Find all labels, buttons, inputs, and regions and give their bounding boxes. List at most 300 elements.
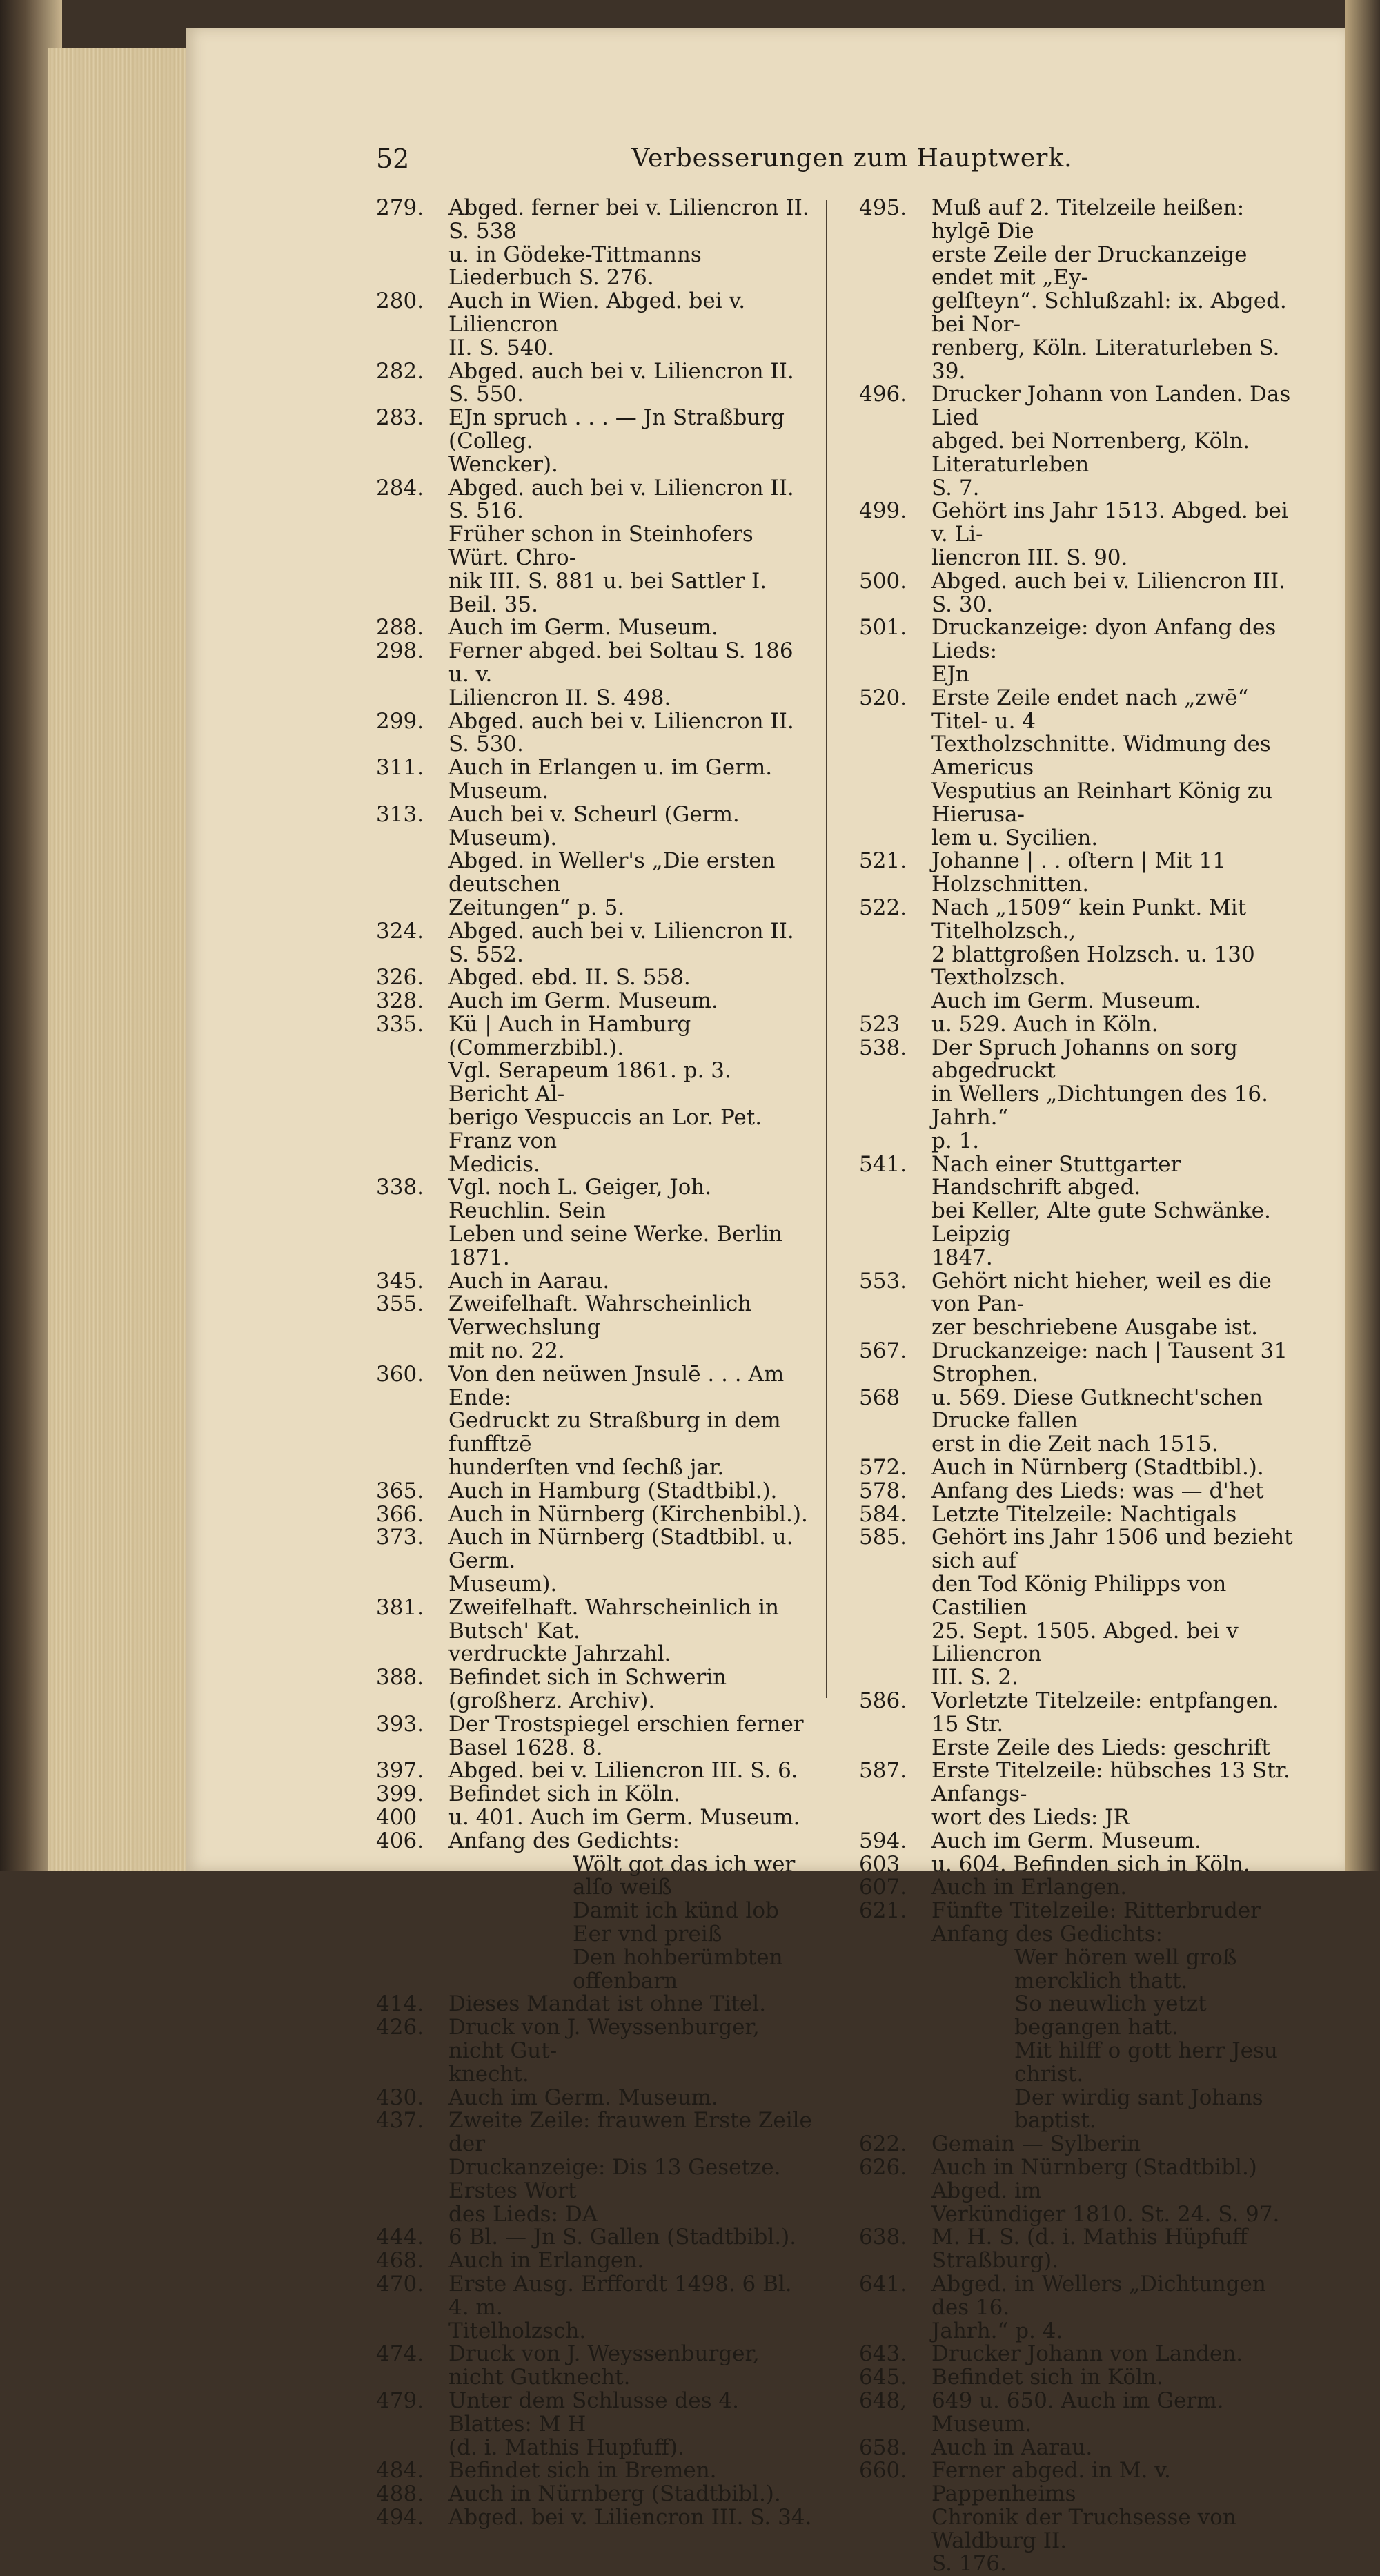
entry-number bbox=[859, 1247, 931, 1270]
entry-number bbox=[859, 2320, 931, 2343]
correction-line bbox=[376, 1456, 818, 1480]
entry-number: 495. bbox=[859, 195, 907, 220]
entry-text: Auch in Erlangen. bbox=[931, 1875, 1127, 1900]
entry-number: 645. bbox=[859, 2365, 907, 2390]
entry-number: 499. bbox=[859, 498, 907, 524]
right-column bbox=[859, 197, 1301, 2576]
correction-line bbox=[859, 2459, 1301, 2506]
correction-line bbox=[376, 337, 818, 360]
column-divider bbox=[826, 200, 827, 1698]
correction-line bbox=[859, 1666, 1301, 1690]
correction-line bbox=[376, 1946, 818, 1993]
correction-line bbox=[859, 1923, 1301, 1946]
entry-text: Wer hören well groß mercklich thatt. bbox=[1014, 1944, 1237, 1993]
correction-line bbox=[859, 1620, 1301, 1667]
correction-line bbox=[376, 1060, 818, 1106]
correction-line bbox=[376, 1526, 818, 1573]
entry-number: 638. bbox=[859, 2225, 907, 2250]
entry-text: erste Zeile der Druckanzeige endet mit „Ey- bbox=[931, 242, 1248, 291]
correction-line bbox=[376, 2343, 818, 2390]
entry-text: Unter dem Schlusse des 4. Blattes: M H bbox=[448, 2388, 739, 2437]
entry-number bbox=[376, 687, 448, 710]
entry-text: Liliencron II. S. 498. bbox=[448, 685, 671, 710]
entry-number: 578. bbox=[859, 1478, 907, 1503]
entry-text: Ferner abged. bei Soltau S. 186 u. v. bbox=[448, 638, 793, 687]
correction-line bbox=[376, 2483, 818, 2506]
entry-number bbox=[376, 570, 448, 617]
entry-number: 373. bbox=[376, 1525, 424, 1550]
entry-number: 553. bbox=[859, 1268, 907, 1294]
correction-line bbox=[376, 1293, 818, 1340]
entry-text: (d. i. Mathis Hupfuff). bbox=[448, 2434, 684, 2460]
entry-number bbox=[859, 1200, 931, 1247]
correction-line bbox=[376, 2226, 818, 2250]
entry-number bbox=[859, 2553, 931, 2576]
entry-text: Jahrh.“ p. 4. bbox=[931, 2318, 1063, 2343]
page-number: 52 bbox=[376, 144, 410, 174]
correction-line bbox=[376, 1153, 818, 1177]
correction-line bbox=[376, 2390, 818, 2437]
entry-number bbox=[859, 337, 931, 384]
entry-text: bei Keller, Alte gute Schwänke. Leipzig bbox=[931, 1198, 1271, 1247]
correction-line bbox=[859, 1037, 1301, 1084]
correction-line bbox=[859, 1270, 1301, 1317]
entry-number: 523 bbox=[859, 1011, 900, 1037]
correction-line bbox=[859, 2553, 1301, 2576]
correction-line bbox=[376, 850, 818, 897]
entry-number: 381. bbox=[376, 1594, 424, 1620]
entry-text: Titelholzsch. bbox=[448, 2318, 586, 2343]
entry-number: 500. bbox=[859, 568, 907, 594]
correction-line bbox=[859, 1690, 1301, 1737]
entry-text: Der wirdig sant Johans baptist. bbox=[1014, 2085, 1263, 2134]
entry-text: Abged. bei v. Liliencron III. S. 34. bbox=[448, 2504, 812, 2530]
entry-text: Chronik der Truchsesse von Waldburg II. bbox=[931, 2504, 1236, 2553]
correction-line bbox=[376, 920, 818, 967]
correction-line bbox=[376, 2506, 818, 2530]
entry-text: Auch in Aarau. bbox=[448, 1268, 610, 1294]
entry-number: 567. bbox=[859, 1338, 907, 1364]
correction-line bbox=[376, 2087, 818, 2110]
entry-number: 643. bbox=[859, 2341, 907, 2367]
entry-number bbox=[376, 2156, 448, 2203]
entry-text: Abged. in Weller's „Die ersten deutschen bbox=[448, 848, 776, 897]
entry-text: So neuwlich yetzt begangen hatt. bbox=[1014, 1991, 1207, 2040]
entry-number bbox=[859, 1737, 931, 1760]
entry-text: Auch in Nürnberg (Stadtbibl.). bbox=[448, 2481, 781, 2507]
entry-text: berigo Vespuccis an Lor. Pet. Franz von bbox=[448, 1105, 762, 1153]
entry-number bbox=[376, 244, 448, 291]
entry-text: den Tod König Philipps von Castilien bbox=[931, 1572, 1227, 1620]
correction-line bbox=[376, 1830, 818, 1853]
entry-text: II. S. 540. bbox=[448, 335, 555, 360]
entry-text: mit no. 22. bbox=[448, 1338, 565, 1364]
correction-line bbox=[376, 1666, 818, 1713]
entry-text: in Wellers „Dichtungen des 16. Jahrh.“ bbox=[931, 1082, 1268, 1131]
entry-text: Abged. auch bei v. Liliencron II. S. 552. bbox=[448, 918, 794, 967]
entry-text: Auch in Nürnberg (Kirchenbibl.). bbox=[448, 1501, 808, 1527]
entry-number: 388. bbox=[376, 1665, 424, 1690]
entry-number bbox=[859, 430, 931, 477]
entry-text: liencron III. S. 90. bbox=[931, 545, 1128, 570]
correction-line bbox=[859, 290, 1301, 337]
entry-number bbox=[859, 477, 931, 500]
correction-line bbox=[376, 1176, 818, 1223]
correction-line bbox=[859, 430, 1301, 477]
entry-text: Auch in Wien. Abged. bei v. Liliencron bbox=[448, 289, 746, 337]
entry-text: 2 blattgroßen Holzsch. u. 130 Textholzsch. bbox=[931, 941, 1255, 991]
entry-text: Gehört ins Jahr 1513. Abged. bei v. Li- bbox=[931, 498, 1288, 547]
entry-text: Zweifelhaft. Wahrscheinlich Verwechslung bbox=[448, 1291, 752, 1340]
correction-line bbox=[376, 1993, 818, 2016]
entry-number: 484. bbox=[376, 2458, 424, 2484]
entry-text: Anfang des Gedichts: bbox=[448, 1828, 680, 1853]
entry-text: Letzte Titelzeile: Nachtigals bbox=[931, 1501, 1237, 1527]
entry-number bbox=[859, 663, 931, 687]
correction-line bbox=[859, 1946, 1301, 1993]
entry-text: Drucker Johann von Landen. Das Lied bbox=[931, 382, 1291, 431]
entry-text: Medicis. bbox=[448, 1151, 540, 1177]
entry-number bbox=[859, 827, 931, 850]
entry-number: 584. bbox=[859, 1501, 907, 1527]
entry-number: 520. bbox=[859, 685, 907, 710]
correction-line bbox=[859, 1083, 1301, 1130]
entry-number bbox=[859, 1806, 931, 1830]
correction-line bbox=[859, 2087, 1301, 2134]
correction-line bbox=[376, 1106, 818, 1153]
entry-number: 328. bbox=[376, 988, 424, 1014]
entry-text: Auch bei v. Scheurl (Germ. Museum). bbox=[448, 801, 740, 850]
entry-text: des Lieds: DA bbox=[448, 2201, 598, 2227]
correction-line bbox=[376, 2016, 818, 2063]
correction-line bbox=[859, 500, 1301, 547]
correction-line bbox=[376, 2156, 818, 2203]
entry-text: Abged. ferner bei v. Liliencron II. S. 538 bbox=[448, 195, 809, 244]
entry-number bbox=[859, 2203, 931, 2227]
entry-text: wort des Lieds: JR bbox=[931, 1804, 1130, 1830]
correction-line bbox=[376, 803, 818, 850]
entry-number: 474. bbox=[376, 2341, 424, 2367]
correction-line bbox=[376, 1503, 818, 1527]
correction-line bbox=[859, 2506, 1301, 2553]
entry-text: p. 1. bbox=[931, 1128, 980, 1153]
entry-number: 324. bbox=[376, 918, 424, 944]
entry-number: 470. bbox=[376, 2271, 424, 2296]
correction-line bbox=[376, 2459, 818, 2483]
entry-number bbox=[376, 2063, 448, 2087]
entry-number: 658. bbox=[859, 2434, 907, 2460]
entry-text: Ferner abged. in M. v. Pappenheims bbox=[931, 2458, 1171, 2507]
correction-line bbox=[859, 570, 1301, 617]
correction-line bbox=[859, 1737, 1301, 1760]
entry-number bbox=[859, 780, 931, 827]
correction-line bbox=[859, 2273, 1301, 2320]
correction-line bbox=[376, 966, 818, 990]
correction-line bbox=[376, 1270, 818, 1294]
correction-line bbox=[859, 547, 1301, 570]
entry-number bbox=[376, 523, 448, 570]
entry-number: 444. bbox=[376, 2225, 424, 2250]
entry-number bbox=[859, 1433, 931, 1456]
entry-text: Druckanzeige: nach | Tausent 31 Strophen. bbox=[931, 1338, 1288, 1387]
entry-text: Den hohberümbten offenbarn bbox=[573, 1944, 783, 1993]
correction-line bbox=[859, 2343, 1301, 2366]
entry-number: 326. bbox=[376, 965, 424, 991]
entry-text: Auch im Germ. Museum. bbox=[448, 2085, 718, 2110]
entry-number: 426. bbox=[376, 2015, 424, 2040]
correction-line bbox=[376, 1594, 818, 1643]
entry-number: 626. bbox=[859, 2154, 907, 2180]
entry-text: nik III. S. 881 u. bei Sattler I. Beil. 35. bbox=[448, 568, 767, 617]
entry-number bbox=[376, 453, 448, 477]
entry-text: Abged. ebd. II. S. 558. bbox=[448, 965, 691, 991]
entry-text: lem u. Sycilien. bbox=[931, 825, 1098, 850]
entry-text: Abged. auch bei v. Liliencron II. S. 516. bbox=[448, 475, 794, 524]
entry-text: 1847. bbox=[931, 1245, 993, 1270]
entry-text: Befindet sich in Köln. bbox=[931, 2365, 1163, 2390]
entry-number: 397. bbox=[376, 1758, 424, 1784]
correction-line bbox=[376, 1900, 818, 1946]
entry-number: 355. bbox=[376, 1291, 424, 1317]
correction-line bbox=[859, 990, 1301, 1013]
entry-number: 522. bbox=[859, 895, 907, 920]
entry-number bbox=[859, 1083, 931, 1130]
correction-line bbox=[859, 1526, 1301, 1573]
entry-text: Auch im Germ. Museum. bbox=[931, 988, 1201, 1014]
entry-text: Abged. auch bei v. Liliencron II. S. 530. bbox=[448, 708, 794, 757]
running-title: Verbesserungen zum Hauptwerk. bbox=[631, 144, 1073, 173]
entry-text: Gedruckt zu Straßburg in dem funfftzē bbox=[448, 1408, 781, 1457]
entry-text: Früher schon in Steinhofers Würt. Chro- bbox=[448, 522, 753, 570]
correction-line bbox=[376, 2063, 818, 2087]
entry-number: 641. bbox=[859, 2271, 907, 2296]
entry-number: 399. bbox=[376, 1782, 424, 1807]
entry-text: Vesputius an Reinhart König zu Hierusa- bbox=[931, 778, 1273, 827]
entry-number bbox=[376, 1340, 448, 1363]
entry-number: 622. bbox=[859, 2131, 907, 2157]
entry-number: 468. bbox=[376, 2248, 424, 2274]
entry-number bbox=[376, 1409, 448, 1456]
correction-line bbox=[859, 2156, 1301, 2203]
entry-number bbox=[859, 1130, 931, 1153]
correction-line bbox=[859, 383, 1301, 430]
entry-text: u. in Gödeke-Tittmanns Liederbuch S. 276. bbox=[448, 242, 702, 291]
correction-line bbox=[859, 1013, 1301, 1037]
correction-line bbox=[376, 1759, 818, 1783]
entry-text: Auch in Nürnberg (Stadtbibl. u. Germ. bbox=[448, 1525, 793, 1574]
correction-line bbox=[859, 1456, 1301, 1480]
correction-line bbox=[859, 2320, 1301, 2343]
entry-number: 501. bbox=[859, 615, 907, 641]
entry-number: 541. bbox=[859, 1151, 907, 1177]
correction-line bbox=[859, 1247, 1301, 1270]
entry-text: Gehört ins Jahr 1506 und bezieht sich auf bbox=[931, 1525, 1293, 1574]
entry-number: 594. bbox=[859, 1828, 907, 1853]
entry-text: Drucker Johann von Landen. bbox=[931, 2341, 1243, 2367]
correction-line bbox=[859, 687, 1301, 734]
entry-text: 649 u. 650. Auch im Germ. Museum. bbox=[931, 2388, 1224, 2437]
entry-number: 496. bbox=[859, 382, 907, 407]
correction-line bbox=[376, 1013, 818, 1060]
entry-number bbox=[859, 1993, 931, 2040]
entry-number: 494. bbox=[376, 2504, 424, 2530]
entry-text: Auch in Aarau. bbox=[931, 2434, 1093, 2460]
entry-number bbox=[859, 1573, 931, 1620]
entry-number bbox=[376, 1573, 448, 1597]
entry-number bbox=[859, 547, 931, 570]
correction-line bbox=[859, 2133, 1301, 2156]
entry-text: Dieses Mandat ist ohne Titel. bbox=[448, 1991, 767, 2017]
page-block-edge bbox=[48, 48, 207, 1871]
correction-line bbox=[859, 733, 1301, 780]
entry-text: Auch im Germ. Museum. bbox=[931, 1828, 1201, 1853]
correction-line bbox=[376, 407, 818, 453]
entry-text: Von den neüwen Jnsulē . . . Am Ende: bbox=[448, 1361, 785, 1410]
entry-text: Zweite Zeile: frauwen Erste Zeile der bbox=[448, 2108, 812, 2157]
entry-number: 538. bbox=[859, 1035, 907, 1060]
entry-number bbox=[859, 944, 931, 991]
entry-number: 568 bbox=[859, 1385, 900, 1410]
entry-number bbox=[859, 290, 931, 337]
entry-text: Auch in Nürnberg (Stadtbibl.) Abged. im bbox=[931, 2154, 1257, 2203]
entry-text: Befindet sich in Köln. bbox=[448, 1782, 680, 1807]
entry-text: Anfang des Lieds: was — d'het bbox=[931, 1478, 1264, 1503]
entry-text: Befindet sich in Bremen. bbox=[448, 2458, 717, 2484]
entry-number bbox=[376, 2320, 448, 2343]
entry-number bbox=[376, 2203, 448, 2227]
correction-line bbox=[859, 1153, 1301, 1200]
correction-line bbox=[859, 941, 1301, 991]
correction-line bbox=[859, 616, 1301, 663]
entry-text: III. S. 2. bbox=[931, 1665, 1018, 1690]
correction-line bbox=[376, 1480, 818, 1503]
entry-text: Druckanzeige: Dis 13 Gesetze. Erstes Wort bbox=[448, 2154, 781, 2203]
correction-line bbox=[859, 1433, 1301, 1456]
entry-number: 288. bbox=[376, 615, 424, 641]
entry-number bbox=[376, 337, 448, 360]
correction-line bbox=[859, 2390, 1301, 2437]
entry-number bbox=[859, 990, 931, 1013]
entry-number: 488. bbox=[376, 2481, 424, 2507]
entry-text: u. 401. Auch im Germ. Museum. bbox=[448, 1804, 800, 1830]
entry-number: 335. bbox=[376, 1011, 424, 1037]
correction-line bbox=[859, 663, 1301, 687]
correction-line bbox=[376, 687, 818, 710]
entry-text: Auch im Germ. Museum. bbox=[448, 615, 718, 641]
entry-text: Muß auf 2. Titelzeile heißen: hylgē Die bbox=[931, 195, 1245, 244]
entry-number: 298. bbox=[376, 638, 424, 664]
correction-line bbox=[859, 827, 1301, 850]
correction-line bbox=[859, 477, 1301, 500]
entry-number bbox=[859, 2087, 931, 2134]
entry-text: Anfang des Gedichts: bbox=[931, 1921, 1163, 1946]
entry-text: Vgl. Serapeum 1861. p. 3. Bericht Al- bbox=[448, 1058, 731, 1107]
entry-text: Auch in Nürnberg (Stadtbibl.). bbox=[931, 1455, 1264, 1481]
entry-text: Leben und seine Werke. Berlin 1871. bbox=[448, 1222, 782, 1270]
entry-text: 6 Bl. — Jn S. Gallen (Stadtbibl.). bbox=[448, 2225, 797, 2250]
entry-number: 414. bbox=[376, 1991, 424, 2017]
entry-text: Auch in Erlangen. bbox=[448, 2248, 644, 2274]
entry-text: EJn bbox=[931, 661, 970, 687]
correction-line bbox=[859, 1759, 1301, 1806]
entry-number: 338. bbox=[376, 1175, 424, 1200]
entry-text: u. 569. Diese Gutknecht'schen Drucke fallen bbox=[931, 1385, 1263, 1434]
correction-line bbox=[859, 1993, 1301, 2040]
entry-number: 585. bbox=[859, 1525, 907, 1550]
correction-line bbox=[376, 710, 818, 757]
correction-line bbox=[859, 1316, 1301, 1340]
entry-text: Mit hilff o gott herr Jesu christ. bbox=[1014, 2038, 1278, 2087]
entry-number: 430. bbox=[376, 2085, 424, 2110]
entry-text: knecht. bbox=[448, 2061, 529, 2087]
correction-line bbox=[376, 453, 818, 477]
correction-line bbox=[859, 1200, 1301, 1247]
entry-number bbox=[376, 1223, 448, 1270]
correction-line bbox=[376, 197, 818, 244]
entry-number bbox=[376, 1900, 448, 1946]
entry-text: Abged. in Wellers „Dichtungen des 16. bbox=[931, 2271, 1266, 2320]
entry-text: abged. bei Norrenberg, Köln. Literaturleben bbox=[931, 428, 1250, 477]
entry-text: Gehört nicht hieher, weil es die von Pan- bbox=[931, 1268, 1272, 1317]
entry-text: Druck von J. Weyssenburger, nicht Gutknecht. bbox=[448, 2341, 760, 2390]
entry-text: Verkündiger 1810. St. 24. S. 97. bbox=[931, 2201, 1280, 2227]
correction-line bbox=[859, 1900, 1301, 1923]
entry-number bbox=[376, 1060, 448, 1106]
entry-number: 621. bbox=[859, 1898, 907, 1924]
correction-line bbox=[376, 1853, 818, 1900]
correction-line bbox=[859, 337, 1301, 384]
entry-number: 400 bbox=[376, 1804, 417, 1830]
entry-number bbox=[376, 1946, 448, 1993]
entry-number: 283. bbox=[376, 405, 424, 431]
entry-number bbox=[859, 1620, 931, 1667]
correction-line bbox=[376, 1409, 818, 1456]
entry-text: Vgl. noch L. Geiger, Joh. Reuchlin. Sein bbox=[448, 1175, 712, 1224]
entry-number bbox=[859, 733, 931, 780]
entry-text: Zeitungen“ p. 5. bbox=[448, 895, 625, 920]
entry-number bbox=[859, 2506, 931, 2553]
entry-number bbox=[376, 2437, 448, 2460]
entry-number bbox=[859, 1946, 931, 1993]
entry-number: 345. bbox=[376, 1268, 424, 1294]
correction-line bbox=[376, 1713, 818, 1760]
entry-text: Vorletzte Titelzeile: entpfangen. 15 Str. bbox=[931, 1688, 1279, 1737]
correction-line bbox=[376, 1806, 818, 1830]
entry-text: hunderſten vnd ſechß jar. bbox=[448, 1455, 724, 1481]
correction-line bbox=[859, 1573, 1301, 1620]
correction-line bbox=[376, 244, 818, 291]
correction-line bbox=[859, 2040, 1301, 2087]
correction-line bbox=[859, 1830, 1301, 1853]
page-header bbox=[376, 138, 1328, 179]
entry-number: 311. bbox=[376, 755, 424, 781]
entry-text: Textholzschnitte. Widmung des Americus bbox=[931, 732, 1271, 781]
correction-line bbox=[376, 1223, 818, 1270]
correction-line bbox=[376, 2320, 818, 2343]
entry-text: Erste Zeile endet nach „zwē“ Titel- u. 4 bbox=[931, 685, 1249, 734]
entry-text: Wencker). bbox=[448, 451, 558, 477]
entry-text: Auch im Germ. Museum. bbox=[448, 988, 718, 1014]
entry-number bbox=[859, 1316, 931, 1340]
entry-text: Abged. bei v. Liliencron III. S. 6. bbox=[448, 1758, 798, 1784]
entry-text: Kü | Auch in Hamburg (Commerzbibl.). bbox=[448, 1011, 691, 1060]
correction-line bbox=[859, 1503, 1301, 1527]
correction-line bbox=[859, 1387, 1301, 1434]
entry-text: Zweifelhaft. Wahrscheinlich in Butsch' Kat. bbox=[448, 1594, 779, 1643]
correction-line bbox=[376, 990, 818, 1013]
entry-number: 406. bbox=[376, 1828, 424, 1853]
correction-line bbox=[376, 1573, 818, 1597]
